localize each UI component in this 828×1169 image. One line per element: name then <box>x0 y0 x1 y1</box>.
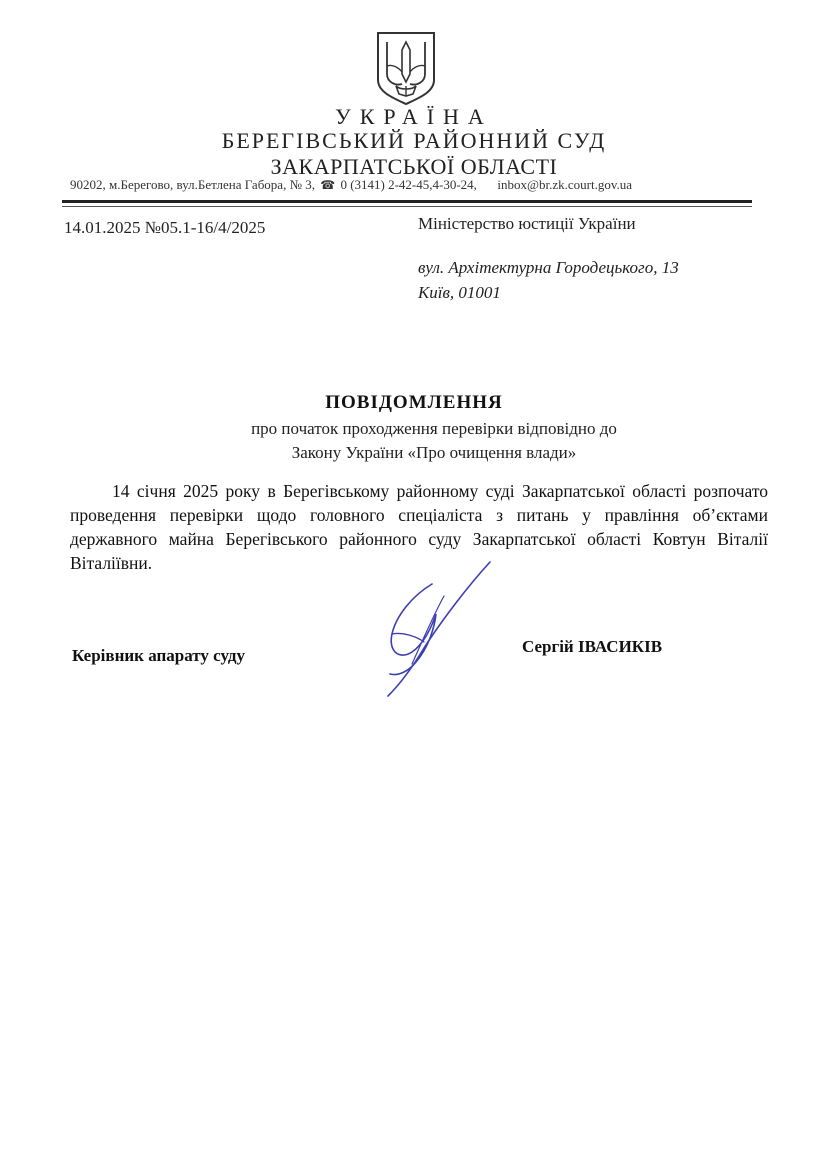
header-divider-thin <box>62 206 752 207</box>
court-name-heading: БЕРЕГІВСЬКИЙ РАЙОННИЙ СУД <box>221 128 607 153</box>
document-title: ПОВІДОМЛЕННЯ <box>325 392 503 413</box>
handwritten-signature <box>372 556 502 706</box>
coat-of-arms-icon <box>373 30 439 106</box>
court-address: 90202, м.Берегово, вул.Бетлена Габора, № 3, <box>70 177 315 192</box>
court-email[interactable]: inbox@br.zk.court.gov.ua <box>497 177 633 192</box>
signatory-position: Керівник апарату суду <box>72 646 246 665</box>
court-phone: 0 (3141) 2-42-45,4-30-24, <box>340 177 477 192</box>
document-subtitle <box>0 417 828 465</box>
recipient-address-line2: Київ, 01001 <box>418 283 501 302</box>
subtitle-line-2: Закону України «Про очищення влади» <box>291 443 577 462</box>
recipient-name: Міністерство юстиції України <box>418 214 636 233</box>
document-body: 14 січня 2025 року в Берегівському районному суді Закарпатської області розпочато проведення перевірки щодо головного спеціаліста з питань у правління об’єктами державного майна Берегівського районного суду Закарпатської області Ковтун Віталії Віталіївни. <box>70 481 768 573</box>
contact-line <box>70 177 760 193</box>
outgoing-reference: 14.01.2025 №05.1-16/4/2025 <box>64 218 266 237</box>
region-heading: ЗАКАРПАТСЬКОЇ ОБЛАСТІ <box>270 154 558 179</box>
recipient-address-line1: вул. Архітектурна Городецького, 13 <box>418 258 679 277</box>
header-divider-thick <box>62 200 752 203</box>
signatory-name: Сергій ІВАСИКІВ <box>522 637 663 656</box>
country-heading: УКРАЇНА <box>335 104 493 129</box>
subtitle-line-1: про початок проходження перевірки відповідно до <box>251 419 617 438</box>
phone-icon: ☎ <box>320 178 336 192</box>
